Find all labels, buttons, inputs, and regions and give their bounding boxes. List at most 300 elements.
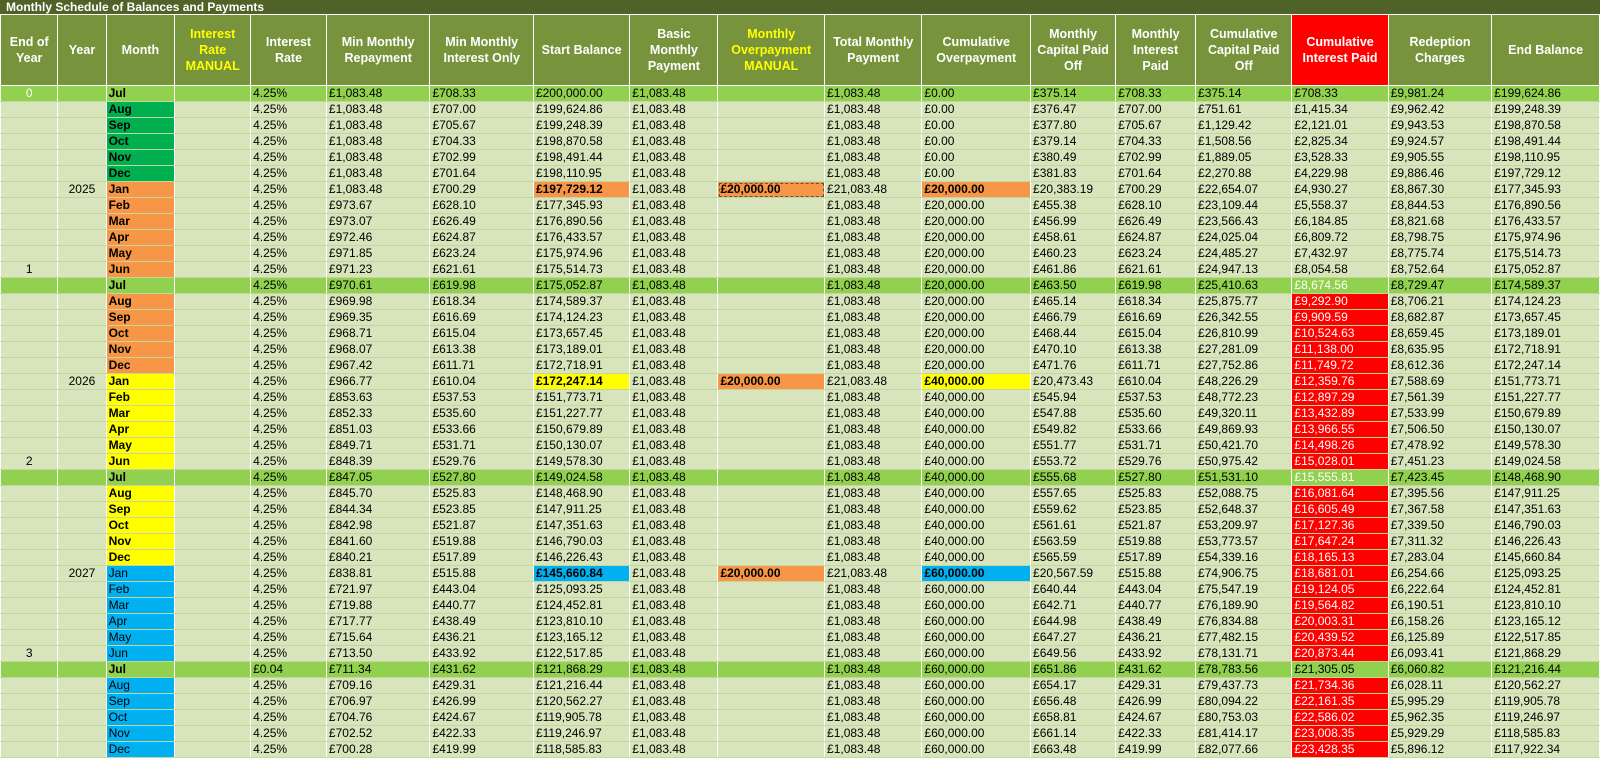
cell-basic-monthly-payment[interactable]: £1,083.48 bbox=[630, 470, 718, 486]
cell-total-monthly-payment[interactable]: £1,083.48 bbox=[825, 694, 922, 710]
cell-cumulative-overpayment[interactable]: £20,000.00 bbox=[922, 182, 1031, 198]
cell-interest-rate[interactable]: 4.25% bbox=[251, 438, 327, 454]
cell-min-monthly-interest-only[interactable]: £531.71 bbox=[430, 438, 534, 454]
cell-interest-rate-manual[interactable] bbox=[175, 262, 251, 278]
cell-cumulative-capital-paid-off[interactable]: £25,875.77 bbox=[1196, 294, 1292, 310]
cell-end-of-year[interactable] bbox=[1, 502, 58, 518]
cell-interest-rate[interactable]: 4.25% bbox=[251, 694, 327, 710]
cell-redemption-charges[interactable]: £8,659.45 bbox=[1388, 326, 1492, 342]
cell-cumulative-overpayment[interactable]: £40,000.00 bbox=[922, 454, 1031, 470]
cell-min-monthly-repayment[interactable]: £717.77 bbox=[326, 614, 430, 630]
cell-monthly-overpayment-manual[interactable] bbox=[718, 550, 825, 566]
cell-min-monthly-repayment[interactable]: £853.63 bbox=[326, 390, 430, 406]
cell-redemption-charges[interactable]: £5,995.29 bbox=[1388, 694, 1492, 710]
cell-monthly-overpayment-manual[interactable] bbox=[718, 582, 825, 598]
cell-basic-monthly-payment[interactable]: £1,083.48 bbox=[630, 742, 718, 758]
cell-monthly-overpayment-manual[interactable] bbox=[718, 390, 825, 406]
cell-interest-rate-manual[interactable] bbox=[175, 710, 251, 726]
cell-interest-rate-manual[interactable] bbox=[175, 726, 251, 742]
cell-redemption-charges[interactable]: £9,943.53 bbox=[1388, 118, 1492, 134]
cell-basic-monthly-payment[interactable]: £1,083.48 bbox=[630, 534, 718, 550]
cell-monthly-overpayment-manual[interactable] bbox=[718, 726, 825, 742]
cell-cumulative-capital-paid-off[interactable]: £75,547.19 bbox=[1196, 582, 1292, 598]
cell-basic-monthly-payment[interactable]: £1,083.48 bbox=[630, 566, 718, 582]
cell-end-balance[interactable]: £199,248.39 bbox=[1492, 102, 1600, 118]
cell-cumulative-interest-paid[interactable]: £16,605.49 bbox=[1292, 502, 1388, 518]
cell-monthly-interest-paid[interactable]: £527.80 bbox=[1116, 470, 1196, 486]
header-monthly-capital-paid-off[interactable]: Monthly Capital Paid Off bbox=[1031, 15, 1116, 86]
cell-year[interactable] bbox=[58, 422, 106, 438]
cell-monthly-overpayment-manual[interactable] bbox=[718, 646, 825, 662]
cell-monthly-overpayment-manual[interactable] bbox=[718, 214, 825, 230]
cell-cumulative-capital-paid-off[interactable]: £54,339.16 bbox=[1196, 550, 1292, 566]
cell-end-of-year[interactable] bbox=[1, 550, 58, 566]
cell-basic-monthly-payment[interactable]: £1,083.48 bbox=[630, 230, 718, 246]
cell-monthly-interest-paid[interactable]: £626.49 bbox=[1116, 214, 1196, 230]
cell-start-balance[interactable]: £173,657.45 bbox=[533, 326, 629, 342]
cell-total-monthly-payment[interactable]: £1,083.48 bbox=[825, 662, 922, 678]
cell-cumulative-capital-paid-off[interactable]: £80,094.22 bbox=[1196, 694, 1292, 710]
cell-min-monthly-interest-only[interactable]: £705.67 bbox=[430, 118, 534, 134]
cell-cumulative-overpayment[interactable]: £40,000.00 bbox=[922, 534, 1031, 550]
cell-cumulative-capital-paid-off[interactable]: £53,209.97 bbox=[1196, 518, 1292, 534]
cell-monthly-interest-paid[interactable]: £628.10 bbox=[1116, 198, 1196, 214]
cell-monthly-overpayment-manual[interactable] bbox=[718, 198, 825, 214]
cell-monthly-interest-paid[interactable]: £424.67 bbox=[1116, 710, 1196, 726]
cell-monthly-capital-paid-off[interactable]: £565.59 bbox=[1031, 550, 1116, 566]
cell-monthly-interest-paid[interactable]: £529.76 bbox=[1116, 454, 1196, 470]
cell-monthly-overpayment-manual[interactable] bbox=[718, 710, 825, 726]
cell-monthly-overpayment-manual[interactable] bbox=[718, 454, 825, 470]
cell-monthly-overpayment-manual[interactable] bbox=[718, 406, 825, 422]
cell-basic-monthly-payment[interactable]: £1,083.48 bbox=[630, 438, 718, 454]
cell-year[interactable] bbox=[58, 406, 106, 422]
cell-end-of-year[interactable] bbox=[1, 342, 58, 358]
cell-redemption-charges[interactable]: £7,561.39 bbox=[1388, 390, 1492, 406]
cell-interest-rate-manual[interactable] bbox=[175, 646, 251, 662]
cell-min-monthly-interest-only[interactable]: £628.10 bbox=[430, 198, 534, 214]
cell-year[interactable] bbox=[58, 198, 106, 214]
cell-basic-monthly-payment[interactable]: £1,083.48 bbox=[630, 342, 718, 358]
cell-monthly-overpayment-manual[interactable] bbox=[718, 342, 825, 358]
cell-min-monthly-interest-only[interactable]: £611.71 bbox=[430, 358, 534, 374]
cell-redemption-charges[interactable]: £8,635.95 bbox=[1388, 342, 1492, 358]
cell-total-monthly-payment[interactable]: £1,083.48 bbox=[825, 230, 922, 246]
cell-year[interactable] bbox=[58, 470, 106, 486]
cell-min-monthly-interest-only[interactable]: £419.99 bbox=[430, 742, 534, 758]
header-year[interactable]: Year bbox=[58, 15, 106, 86]
cell-redemption-charges[interactable]: £8,612.36 bbox=[1388, 358, 1492, 374]
cell-end-of-year[interactable] bbox=[1, 710, 58, 726]
cell-redemption-charges[interactable]: £6,028.11 bbox=[1388, 678, 1492, 694]
cell-cumulative-interest-paid[interactable]: £23,428.35 bbox=[1292, 742, 1388, 758]
cell-interest-rate-manual[interactable] bbox=[175, 214, 251, 230]
cell-cumulative-interest-paid[interactable]: £18,165.13 bbox=[1292, 550, 1388, 566]
cell-end-of-year[interactable] bbox=[1, 422, 58, 438]
cell-month[interactable]: May bbox=[106, 630, 175, 646]
cell-start-balance[interactable]: £149,578.30 bbox=[533, 454, 629, 470]
cell-min-monthly-interest-only[interactable]: £701.64 bbox=[430, 166, 534, 182]
cell-year[interactable] bbox=[58, 310, 106, 326]
cell-cumulative-overpayment[interactable]: £60,000.00 bbox=[922, 662, 1031, 678]
cell-monthly-interest-paid[interactable]: £537.53 bbox=[1116, 390, 1196, 406]
cell-total-monthly-payment[interactable]: £1,083.48 bbox=[825, 102, 922, 118]
cell-month[interactable]: Aug bbox=[106, 486, 175, 502]
cell-monthly-overpayment-manual[interactable] bbox=[718, 278, 825, 294]
cell-interest-rate-manual[interactable] bbox=[175, 678, 251, 694]
cell-month[interactable]: May bbox=[106, 438, 175, 454]
cell-start-balance[interactable]: £198,110.95 bbox=[533, 166, 629, 182]
cell-start-balance[interactable]: £124,452.81 bbox=[533, 598, 629, 614]
cell-month[interactable]: Jul bbox=[106, 470, 175, 486]
cell-monthly-interest-paid[interactable]: £623.24 bbox=[1116, 246, 1196, 262]
cell-basic-monthly-payment[interactable]: £1,083.48 bbox=[630, 102, 718, 118]
header-min-monthly-interest-only[interactable]: Min Monthly Interest Only bbox=[430, 15, 534, 86]
cell-monthly-interest-paid[interactable]: £523.85 bbox=[1116, 502, 1196, 518]
cell-total-monthly-payment[interactable]: £1,083.48 bbox=[825, 630, 922, 646]
cell-min-monthly-repayment[interactable]: £700.28 bbox=[326, 742, 430, 758]
cell-interest-rate[interactable]: 4.25% bbox=[251, 358, 327, 374]
cell-end-balance[interactable]: £120,562.27 bbox=[1492, 678, 1600, 694]
cell-monthly-overpayment-manual[interactable] bbox=[718, 502, 825, 518]
cell-start-balance[interactable]: £119,246.97 bbox=[533, 726, 629, 742]
cell-start-balance[interactable]: £172,247.14 bbox=[533, 374, 629, 390]
cell-cumulative-overpayment[interactable]: £60,000.00 bbox=[922, 582, 1031, 598]
cell-monthly-capital-paid-off[interactable]: £458.61 bbox=[1031, 230, 1116, 246]
cell-monthly-interest-paid[interactable]: £616.69 bbox=[1116, 310, 1196, 326]
header-monthly-overpayment-manual[interactable]: Monthly Overpayment MANUAL bbox=[718, 15, 825, 86]
cell-total-monthly-payment[interactable]: £1,083.48 bbox=[825, 326, 922, 342]
cell-year[interactable] bbox=[58, 486, 106, 502]
cell-monthly-capital-paid-off[interactable]: £547.88 bbox=[1031, 406, 1116, 422]
cell-cumulative-overpayment[interactable]: £40,000.00 bbox=[922, 374, 1031, 390]
cell-end-balance[interactable]: £198,110.95 bbox=[1492, 150, 1600, 166]
cell-min-monthly-repayment[interactable]: £721.97 bbox=[326, 582, 430, 598]
cell-start-balance[interactable]: £197,729.12 bbox=[533, 182, 629, 198]
cell-total-monthly-payment[interactable]: £1,083.48 bbox=[825, 550, 922, 566]
cell-cumulative-capital-paid-off[interactable]: £23,566.43 bbox=[1196, 214, 1292, 230]
cell-month[interactable]: Aug bbox=[106, 678, 175, 694]
cell-cumulative-capital-paid-off[interactable]: £77,482.15 bbox=[1196, 630, 1292, 646]
cell-min-monthly-interest-only[interactable]: £527.80 bbox=[430, 470, 534, 486]
cell-interest-rate-manual[interactable] bbox=[175, 470, 251, 486]
cell-total-monthly-payment[interactable]: £1,083.48 bbox=[825, 582, 922, 598]
cell-month[interactable]: Oct bbox=[106, 134, 175, 150]
cell-redemption-charges[interactable]: £8,844.53 bbox=[1388, 198, 1492, 214]
cell-end-of-year[interactable] bbox=[1, 630, 58, 646]
cell-basic-monthly-payment[interactable]: £1,083.48 bbox=[630, 502, 718, 518]
cell-monthly-capital-paid-off[interactable]: £651.86 bbox=[1031, 662, 1116, 678]
cell-redemption-charges[interactable]: £7,311.32 bbox=[1388, 534, 1492, 550]
cell-basic-monthly-payment[interactable]: £1,083.48 bbox=[630, 486, 718, 502]
cell-total-monthly-payment[interactable]: £1,083.48 bbox=[825, 118, 922, 134]
cell-total-monthly-payment[interactable]: £1,083.48 bbox=[825, 678, 922, 694]
cell-min-monthly-interest-only[interactable]: £424.67 bbox=[430, 710, 534, 726]
cell-monthly-interest-paid[interactable]: £443.04 bbox=[1116, 582, 1196, 598]
cell-interest-rate-manual[interactable] bbox=[175, 134, 251, 150]
cell-min-monthly-repayment[interactable]: £702.52 bbox=[326, 726, 430, 742]
cell-end-of-year[interactable] bbox=[1, 390, 58, 406]
cell-interest-rate-manual[interactable] bbox=[175, 246, 251, 262]
cell-cumulative-overpayment[interactable]: £20,000.00 bbox=[922, 294, 1031, 310]
cell-redemption-charges[interactable]: £5,962.35 bbox=[1388, 710, 1492, 726]
cell-min-monthly-interest-only[interactable]: £708.33 bbox=[430, 86, 534, 102]
cell-year[interactable] bbox=[58, 134, 106, 150]
cell-monthly-interest-paid[interactable]: £436.21 bbox=[1116, 630, 1196, 646]
cell-month[interactable]: Aug bbox=[106, 102, 175, 118]
cell-cumulative-overpayment[interactable]: £20,000.00 bbox=[922, 230, 1031, 246]
cell-cumulative-capital-paid-off[interactable]: £24,485.27 bbox=[1196, 246, 1292, 262]
cell-cumulative-capital-paid-off[interactable]: £49,320.11 bbox=[1196, 406, 1292, 422]
cell-year[interactable] bbox=[58, 694, 106, 710]
cell-monthly-interest-paid[interactable]: £438.49 bbox=[1116, 614, 1196, 630]
cell-monthly-interest-paid[interactable]: £533.66 bbox=[1116, 422, 1196, 438]
cell-total-monthly-payment[interactable]: £1,083.48 bbox=[825, 486, 922, 502]
cell-cumulative-capital-paid-off[interactable]: £50,975.42 bbox=[1196, 454, 1292, 470]
cell-min-monthly-interest-only[interactable]: £615.04 bbox=[430, 326, 534, 342]
cell-monthly-interest-paid[interactable]: £517.89 bbox=[1116, 550, 1196, 566]
cell-interest-rate-manual[interactable] bbox=[175, 566, 251, 582]
cell-year[interactable] bbox=[58, 262, 106, 278]
cell-min-monthly-interest-only[interactable]: £525.83 bbox=[430, 486, 534, 502]
cell-start-balance[interactable]: £172,718.91 bbox=[533, 358, 629, 374]
cell-redemption-charges[interactable]: £7,367.58 bbox=[1388, 502, 1492, 518]
cell-monthly-capital-paid-off[interactable]: £461.86 bbox=[1031, 262, 1116, 278]
cell-cumulative-interest-paid[interactable]: £708.33 bbox=[1292, 86, 1388, 102]
cell-cumulative-capital-paid-off[interactable]: £26,810.99 bbox=[1196, 326, 1292, 342]
cell-cumulative-overpayment[interactable]: £0.00 bbox=[922, 102, 1031, 118]
cell-interest-rate[interactable]: 4.25% bbox=[251, 582, 327, 598]
cell-month[interactable]: Apr bbox=[106, 614, 175, 630]
cell-total-monthly-payment[interactable]: £1,083.48 bbox=[825, 454, 922, 470]
cell-interest-rate-manual[interactable] bbox=[175, 614, 251, 630]
cell-total-monthly-payment[interactable]: £1,083.48 bbox=[825, 726, 922, 742]
cell-year[interactable] bbox=[58, 614, 106, 630]
cell-basic-monthly-payment[interactable]: £1,083.48 bbox=[630, 166, 718, 182]
cell-cumulative-capital-paid-off[interactable]: £27,281.09 bbox=[1196, 342, 1292, 358]
cell-end-balance[interactable]: £177,345.93 bbox=[1492, 182, 1600, 198]
cell-year[interactable] bbox=[58, 582, 106, 598]
cell-redemption-charges[interactable]: £6,190.51 bbox=[1388, 598, 1492, 614]
cell-cumulative-capital-paid-off[interactable]: £76,189.90 bbox=[1196, 598, 1292, 614]
cell-year[interactable] bbox=[58, 678, 106, 694]
cell-start-balance[interactable]: £122,517.85 bbox=[533, 646, 629, 662]
cell-interest-rate[interactable]: 4.25% bbox=[251, 470, 327, 486]
cell-redemption-charges[interactable]: £6,222.64 bbox=[1388, 582, 1492, 598]
cell-min-monthly-interest-only[interactable]: £521.87 bbox=[430, 518, 534, 534]
cell-total-monthly-payment[interactable]: £1,083.48 bbox=[825, 358, 922, 374]
cell-min-monthly-interest-only[interactable]: £624.87 bbox=[430, 230, 534, 246]
cell-interest-rate-manual[interactable] bbox=[175, 374, 251, 390]
cell-end-of-year[interactable]: 3 bbox=[1, 646, 58, 662]
cell-monthly-interest-paid[interactable]: £621.61 bbox=[1116, 262, 1196, 278]
cell-month[interactable]: Oct bbox=[106, 710, 175, 726]
cell-cumulative-capital-paid-off[interactable]: £23,109.44 bbox=[1196, 198, 1292, 214]
cell-interest-rate-manual[interactable] bbox=[175, 486, 251, 502]
cell-total-monthly-payment[interactable]: £1,083.48 bbox=[825, 710, 922, 726]
cell-interest-rate-manual[interactable] bbox=[175, 454, 251, 470]
cell-min-monthly-interest-only[interactable]: £621.61 bbox=[430, 262, 534, 278]
cell-min-monthly-interest-only[interactable]: £519.88 bbox=[430, 534, 534, 550]
cell-monthly-capital-paid-off[interactable]: £551.77 bbox=[1031, 438, 1116, 454]
cell-year[interactable] bbox=[58, 102, 106, 118]
cell-interest-rate-manual[interactable] bbox=[175, 166, 251, 182]
header-cumulative-capital-paid-off[interactable]: Cumulative Capital Paid Off bbox=[1196, 15, 1292, 86]
cell-min-monthly-interest-only[interactable]: £537.53 bbox=[430, 390, 534, 406]
cell-min-monthly-interest-only[interactable]: £440.77 bbox=[430, 598, 534, 614]
cell-min-monthly-repayment[interactable]: £1,083.48 bbox=[326, 118, 430, 134]
cell-monthly-overpayment-manual[interactable] bbox=[718, 294, 825, 310]
cell-cumulative-overpayment[interactable]: £40,000.00 bbox=[922, 518, 1031, 534]
cell-basic-monthly-payment[interactable]: £1,083.48 bbox=[630, 694, 718, 710]
cell-redemption-charges[interactable]: £5,929.29 bbox=[1388, 726, 1492, 742]
cell-min-monthly-interest-only[interactable]: £618.34 bbox=[430, 294, 534, 310]
cell-basic-monthly-payment[interactable]: £1,083.48 bbox=[630, 86, 718, 102]
cell-interest-rate-manual[interactable] bbox=[175, 598, 251, 614]
cell-month[interactable]: Oct bbox=[106, 326, 175, 342]
cell-cumulative-interest-paid[interactable]: £4,229.98 bbox=[1292, 166, 1388, 182]
cell-basic-monthly-payment[interactable]: £1,083.48 bbox=[630, 662, 718, 678]
cell-monthly-interest-paid[interactable]: £704.33 bbox=[1116, 134, 1196, 150]
cell-monthly-interest-paid[interactable]: £519.88 bbox=[1116, 534, 1196, 550]
cell-end-of-year[interactable] bbox=[1, 246, 58, 262]
cell-start-balance[interactable]: £173,189.01 bbox=[533, 342, 629, 358]
cell-cumulative-overpayment[interactable]: £40,000.00 bbox=[922, 550, 1031, 566]
cell-cumulative-interest-paid[interactable]: £6,184.85 bbox=[1292, 214, 1388, 230]
cell-cumulative-overpayment[interactable]: £20,000.00 bbox=[922, 214, 1031, 230]
cell-min-monthly-repayment[interactable]: £1,083.48 bbox=[326, 102, 430, 118]
cell-interest-rate[interactable]: 4.25% bbox=[251, 406, 327, 422]
cell-interest-rate-manual[interactable] bbox=[175, 422, 251, 438]
cell-start-balance[interactable]: £118,585.83 bbox=[533, 742, 629, 758]
cell-min-monthly-interest-only[interactable]: £623.24 bbox=[430, 246, 534, 262]
cell-min-monthly-repayment[interactable]: £971.85 bbox=[326, 246, 430, 262]
cell-monthly-interest-paid[interactable]: £708.33 bbox=[1116, 86, 1196, 102]
cell-cumulative-overpayment[interactable]: £40,000.00 bbox=[922, 486, 1031, 502]
cell-start-balance[interactable]: £120,562.27 bbox=[533, 694, 629, 710]
cell-year[interactable]: 2026 bbox=[58, 374, 106, 390]
cell-end-of-year[interactable] bbox=[1, 294, 58, 310]
cell-interest-rate[interactable]: 4.25% bbox=[251, 86, 327, 102]
cell-min-monthly-interest-only[interactable]: £422.33 bbox=[430, 726, 534, 742]
cell-cumulative-interest-paid[interactable]: £2,121.01 bbox=[1292, 118, 1388, 134]
cell-end-of-year[interactable] bbox=[1, 406, 58, 422]
cell-basic-monthly-payment[interactable]: £1,083.48 bbox=[630, 214, 718, 230]
cell-monthly-capital-paid-off[interactable]: £20,567.59 bbox=[1031, 566, 1116, 582]
cell-end-of-year[interactable] bbox=[1, 566, 58, 582]
cell-basic-monthly-payment[interactable]: £1,083.48 bbox=[630, 390, 718, 406]
cell-cumulative-overpayment[interactable]: £20,000.00 bbox=[922, 198, 1031, 214]
cell-start-balance[interactable]: £199,248.39 bbox=[533, 118, 629, 134]
cell-monthly-interest-paid[interactable]: £611.71 bbox=[1116, 358, 1196, 374]
cell-cumulative-capital-paid-off[interactable]: £26,342.55 bbox=[1196, 310, 1292, 326]
cell-start-balance[interactable]: £147,351.63 bbox=[533, 518, 629, 534]
cell-min-monthly-interest-only[interactable]: £533.66 bbox=[430, 422, 534, 438]
cell-total-monthly-payment[interactable]: £21,083.48 bbox=[825, 374, 922, 390]
cell-year[interactable] bbox=[58, 342, 106, 358]
cell-end-of-year[interactable] bbox=[1, 614, 58, 630]
cell-min-monthly-interest-only[interactable]: £535.60 bbox=[430, 406, 534, 422]
cell-end-of-year[interactable] bbox=[1, 486, 58, 502]
cell-total-monthly-payment[interactable]: £1,083.48 bbox=[825, 198, 922, 214]
cell-year[interactable] bbox=[58, 438, 106, 454]
cell-end-balance[interactable]: £199,624.86 bbox=[1492, 86, 1600, 102]
cell-redemption-charges[interactable]: £7,395.56 bbox=[1388, 486, 1492, 502]
cell-start-balance[interactable]: £123,165.12 bbox=[533, 630, 629, 646]
cell-monthly-capital-paid-off[interactable]: £644.98 bbox=[1031, 614, 1116, 630]
cell-end-balance[interactable]: £148,468.90 bbox=[1492, 470, 1600, 486]
cell-month[interactable]: Jul bbox=[106, 662, 175, 678]
cell-interest-rate[interactable]: 4.25% bbox=[251, 278, 327, 294]
cell-year[interactable] bbox=[58, 454, 106, 470]
cell-basic-monthly-payment[interactable]: £1,083.48 bbox=[630, 246, 718, 262]
cell-month[interactable]: Jul bbox=[106, 86, 175, 102]
cell-total-monthly-payment[interactable]: £1,083.48 bbox=[825, 310, 922, 326]
header-cumulative-interest-paid[interactable]: Cumulative Interest Paid bbox=[1292, 15, 1388, 86]
cell-end-of-year[interactable] bbox=[1, 582, 58, 598]
cell-start-balance[interactable]: £174,124.23 bbox=[533, 310, 629, 326]
cell-min-monthly-repayment[interactable]: £971.23 bbox=[326, 262, 430, 278]
cell-start-balance[interactable]: £175,052.87 bbox=[533, 278, 629, 294]
cell-cumulative-interest-paid[interactable]: £20,873.44 bbox=[1292, 646, 1388, 662]
cell-month[interactable]: Aug bbox=[106, 294, 175, 310]
cell-year[interactable] bbox=[58, 710, 106, 726]
cell-cumulative-interest-paid[interactable]: £5,558.37 bbox=[1292, 198, 1388, 214]
cell-min-monthly-repayment[interactable]: £968.71 bbox=[326, 326, 430, 342]
cell-monthly-overpayment-manual[interactable] bbox=[718, 470, 825, 486]
cell-min-monthly-repayment[interactable]: £1,083.48 bbox=[326, 150, 430, 166]
cell-total-monthly-payment[interactable]: £1,083.48 bbox=[825, 86, 922, 102]
cell-total-monthly-payment[interactable]: £1,083.48 bbox=[825, 390, 922, 406]
cell-monthly-interest-paid[interactable]: £700.29 bbox=[1116, 182, 1196, 198]
cell-cumulative-interest-paid[interactable]: £8,674.56 bbox=[1292, 278, 1388, 294]
cell-interest-rate-manual[interactable] bbox=[175, 278, 251, 294]
cell-interest-rate[interactable]: 4.25% bbox=[251, 166, 327, 182]
cell-end-of-year[interactable]: 0 bbox=[1, 86, 58, 102]
cell-cumulative-overpayment[interactable]: £60,000.00 bbox=[922, 646, 1031, 662]
cell-end-balance[interactable]: £150,130.07 bbox=[1492, 422, 1600, 438]
cell-end-of-year[interactable] bbox=[1, 102, 58, 118]
header-total-monthly-payment[interactable]: Total Monthly Payment bbox=[825, 15, 922, 86]
cell-start-balance[interactable]: £123,810.10 bbox=[533, 614, 629, 630]
cell-month[interactable]: Jun bbox=[106, 262, 175, 278]
cell-start-balance[interactable]: £150,679.89 bbox=[533, 422, 629, 438]
cell-cumulative-interest-paid[interactable]: £15,555.81 bbox=[1292, 470, 1388, 486]
cell-min-monthly-interest-only[interactable]: £436.21 bbox=[430, 630, 534, 646]
cell-cumulative-overpayment[interactable]: £40,000.00 bbox=[922, 438, 1031, 454]
cell-monthly-interest-paid[interactable]: £615.04 bbox=[1116, 326, 1196, 342]
cell-year[interactable] bbox=[58, 726, 106, 742]
cell-end-balance[interactable]: £147,911.25 bbox=[1492, 486, 1600, 502]
cell-month[interactable]: Dec bbox=[106, 742, 175, 758]
cell-interest-rate[interactable]: 4.25% bbox=[251, 102, 327, 118]
cell-min-monthly-repayment[interactable]: £848.39 bbox=[326, 454, 430, 470]
cell-end-balance[interactable]: £150,679.89 bbox=[1492, 406, 1600, 422]
cell-cumulative-overpayment[interactable]: £40,000.00 bbox=[922, 470, 1031, 486]
cell-cumulative-interest-paid[interactable]: £14,498.26 bbox=[1292, 438, 1388, 454]
cell-min-monthly-interest-only[interactable]: £443.04 bbox=[430, 582, 534, 598]
cell-end-of-year[interactable] bbox=[1, 438, 58, 454]
cell-cumulative-overpayment[interactable]: £20,000.00 bbox=[922, 310, 1031, 326]
cell-basic-monthly-payment[interactable]: £1,083.48 bbox=[630, 150, 718, 166]
cell-total-monthly-payment[interactable]: £1,083.48 bbox=[825, 278, 922, 294]
cell-start-balance[interactable]: £150,130.07 bbox=[533, 438, 629, 454]
cell-cumulative-capital-paid-off[interactable]: £53,773.57 bbox=[1196, 534, 1292, 550]
cell-cumulative-interest-paid[interactable]: £12,359.76 bbox=[1292, 374, 1388, 390]
cell-year[interactable] bbox=[58, 502, 106, 518]
cell-year[interactable] bbox=[58, 166, 106, 182]
cell-interest-rate-manual[interactable] bbox=[175, 582, 251, 598]
